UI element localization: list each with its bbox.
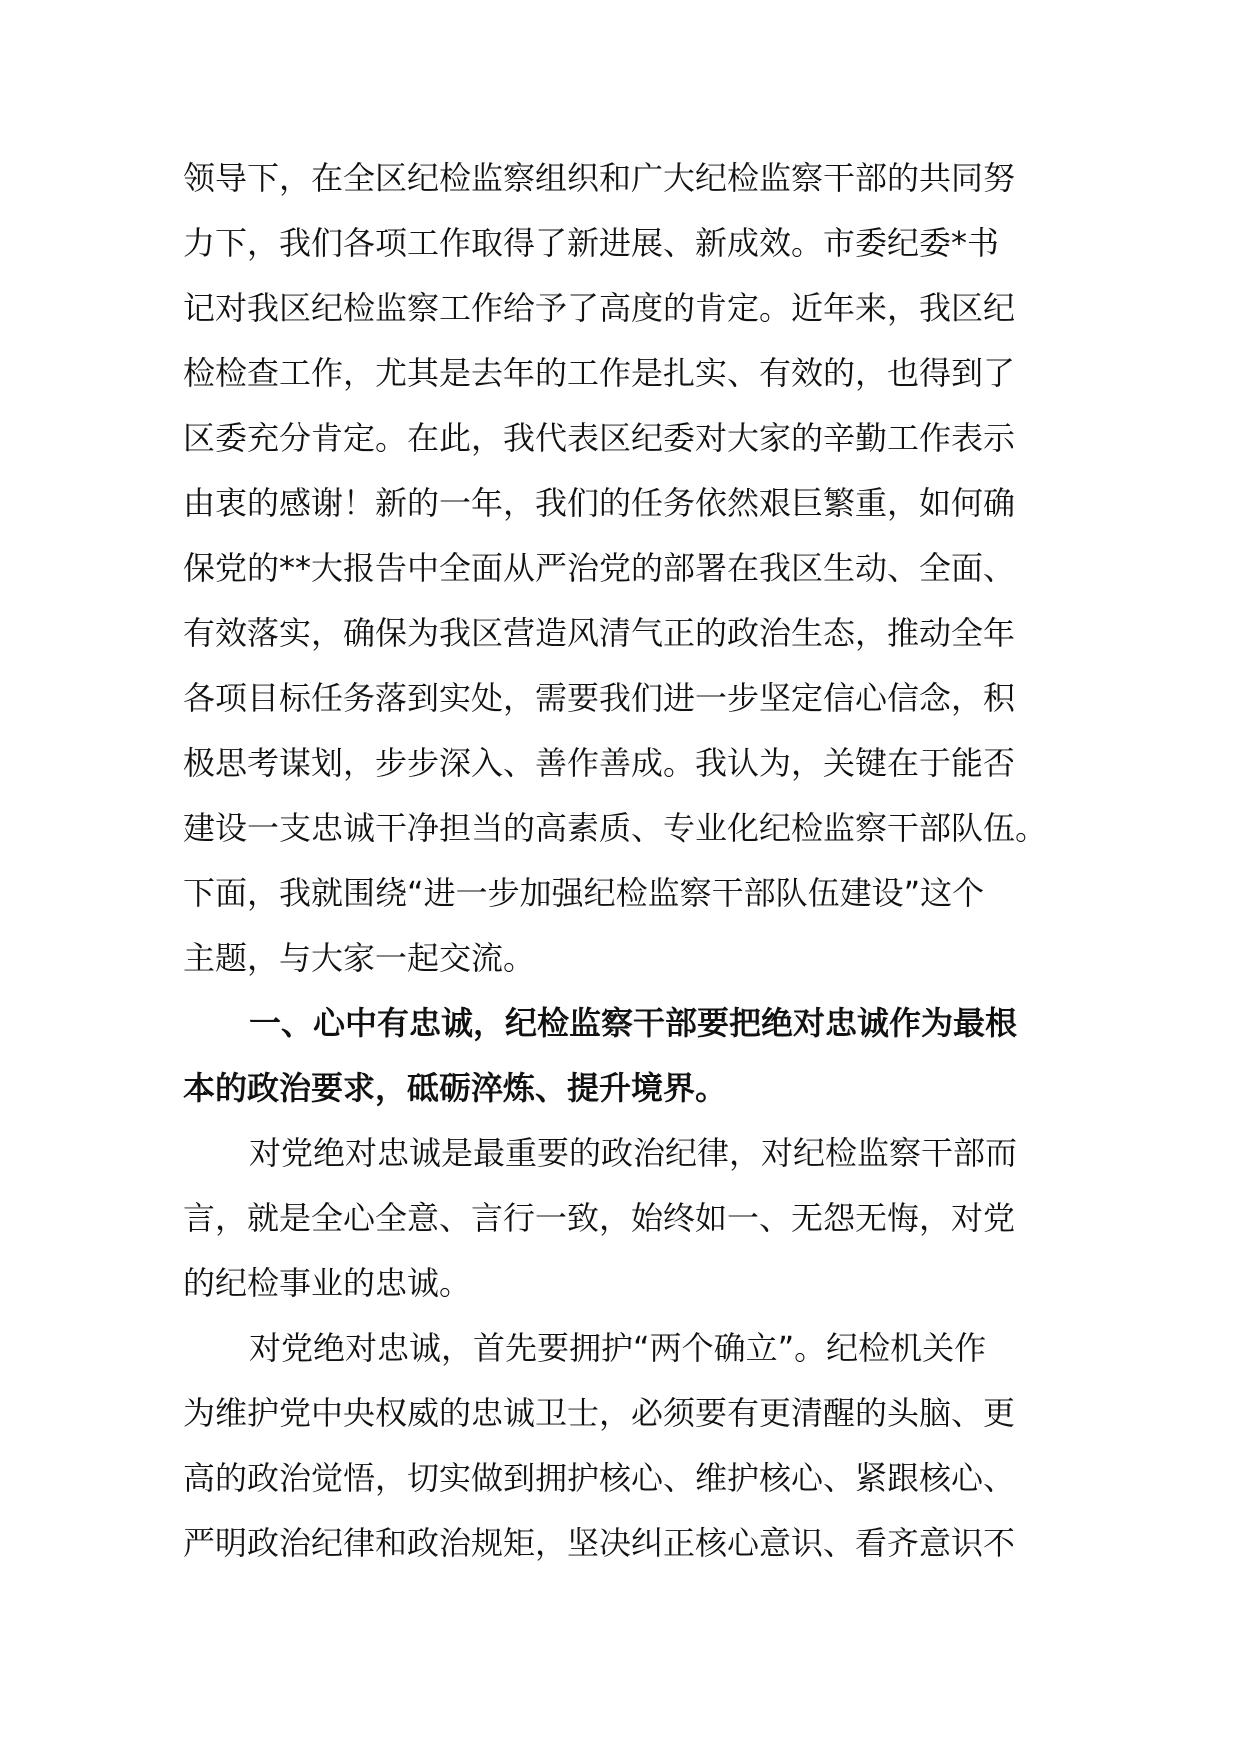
- paragraph-line: 高的政治觉悟，切实做到拥护核心、维护核心、紧跟核心、: [183, 1459, 1016, 1497]
- paragraph-line: 对党绝对忠诚，首先要拥护“两个确立”。纪检机关作: [249, 1329, 987, 1367]
- paragraph-line: 为维护党中央权威的忠诚卫士，必须要有更清醒的头脑、更: [183, 1394, 1016, 1432]
- paragraph-line: 对党绝对忠诚是最重要的政治纪律，对纪检监察干部而: [249, 1134, 1018, 1172]
- paragraph-line: 力下，我们各项工作取得了新进展、新成效。市委纪委*书: [183, 224, 1000, 262]
- paragraph-line: 各项目标任务落到实处，需要我们进一步坚定信心信念，积: [183, 679, 1016, 717]
- paragraph-line: 由衷的感谢！新的一年，我们的任务依然艰巨繁重，如何确: [183, 484, 1016, 522]
- paragraph-line: 区委充分肯定。在此，我代表区纪委对大家的辛勤工作表示: [183, 419, 1016, 457]
- paragraph-line: 言，就是全心全意、言行一致，始终如一、无怨无悔，对党: [183, 1199, 1016, 1237]
- section-heading-line: 本的政治要求，砥砺淬炼、提升境界。: [183, 1069, 728, 1107]
- paragraph-line: 有效落实，确保为我区营造风清气正的政治生态，推动全年: [183, 614, 1016, 652]
- paragraph-line: 建设一支忠诚干净担当的高素质、专业化纪检监察干部队伍。: [183, 809, 1048, 847]
- document-body: [183, 146, 1063, 1576]
- paragraph-line: 严明政治纪律和政治规矩，坚决纠正核心意识、看齐意识不: [183, 1524, 1016, 1562]
- paragraph-line: 检检查工作，尤其是去年的工作是扎实、有效的，也得到了: [183, 354, 1016, 392]
- paragraph-line: 极思考谋划，步步深入、善作善成。我认为，关键在于能否: [183, 744, 1016, 782]
- paragraph-line: 保党的**大报告中全面从严治党的部署在我区生动、全面、: [183, 549, 1016, 587]
- paragraph-line: 领导下，在全区纪检监察组织和广大纪检监察干部的共同努: [183, 159, 1016, 197]
- section-heading-line: 一、心中有忠诚，纪检监察干部要把绝对忠诚作为最根: [249, 1004, 1018, 1042]
- paragraph-line: 记对我区纪检监察工作给予了高度的肯定。近年来，我区纪: [183, 289, 1016, 327]
- paragraph-line: 下面，我就围绕“进一步加强纪检监察干部队伍建设”这个: [183, 874, 985, 912]
- paragraph-line: 主题，与大家一起交流。: [183, 939, 536, 977]
- paragraph-line: 的纪检事业的忠诚。: [183, 1264, 472, 1302]
